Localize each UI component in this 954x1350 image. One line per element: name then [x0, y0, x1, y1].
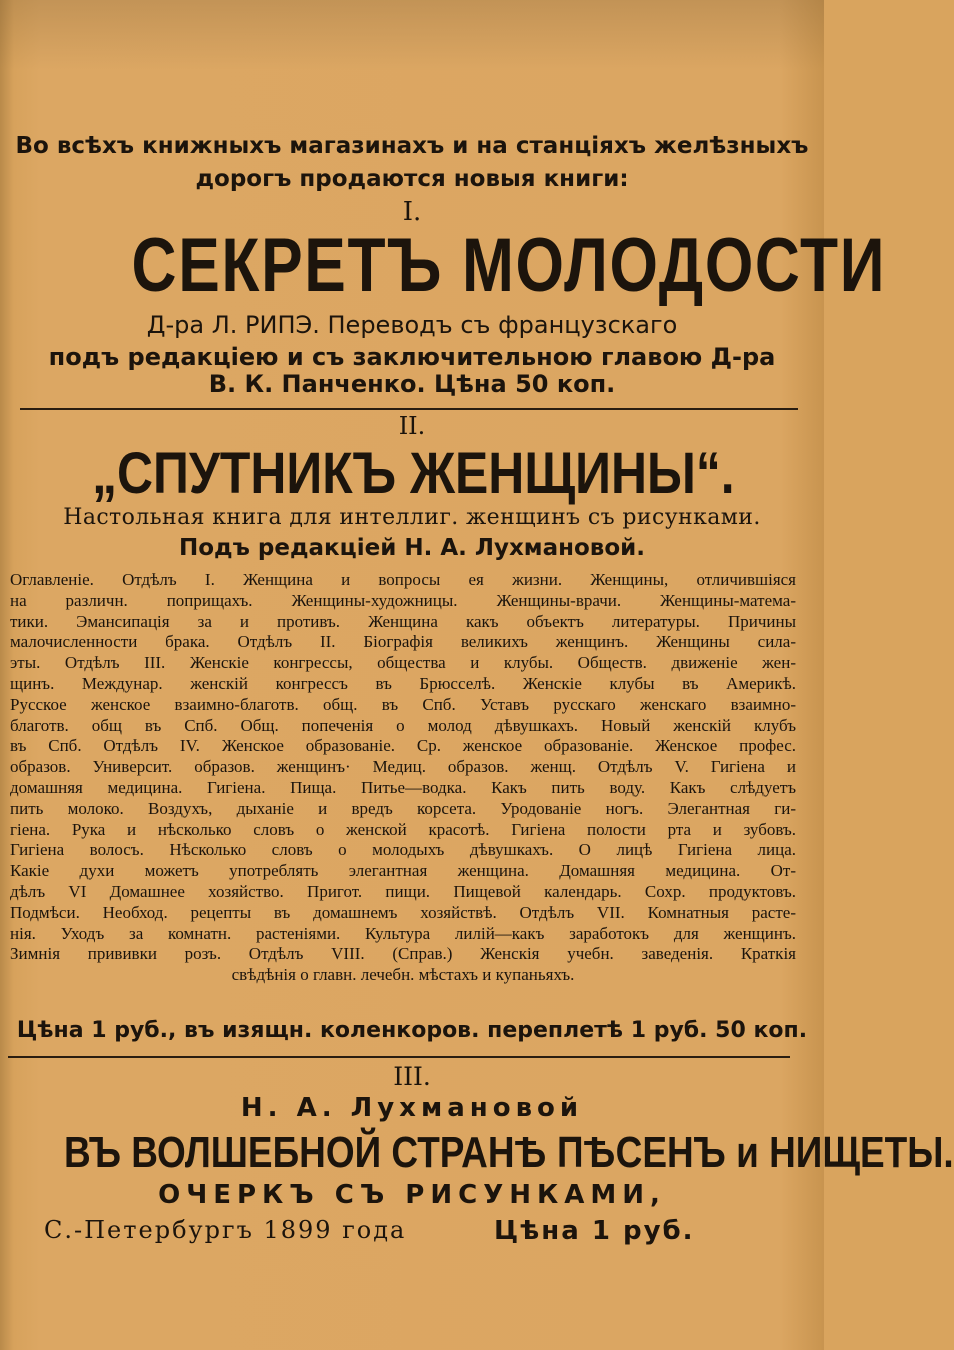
toc-line: дѣлъ VI Домашнее хозяйство. Пригот. пищи. Пищевой календарь. Сохр. продуктовъ.: [10, 881, 796, 901]
book3-price: Цѣна 1 руб.: [494, 1216, 695, 1246]
toc-line: благотв. общ въ Спб. Общ. попеченія о молод дѣвушкахъ. Новый женскій клубъ: [10, 715, 796, 735]
book2-price: Цѣна 1 руб., въ изящн. коленкоров. переплетѣ 1 руб. 50 коп.: [16, 1018, 808, 1043]
toc-line: пить молоко. Воздухъ, дыханіе и вредъ корсета. Уродованіе ногъ. Элегантная ги-: [10, 798, 796, 818]
toc-line: Гигіена волосъ. Нѣсколько словъ о молодыхъ дѣвушкахъ. О лицѣ Гигіена лица.: [10, 840, 796, 860]
toc-line: тики. Эмансипація за и противъ. Женщина какъ объектъ литературы. Причины: [10, 611, 796, 631]
toc-line: Какіе духи можетъ употреблять элегантная женщина. Домашняя медицина. От-: [10, 861, 796, 881]
book2-table-of-contents: [10, 570, 796, 986]
toc-line: Зимнія прививки розъ. Отдѣлъ VIII. (Справ.) Женскія учебн. заведенія. Краткія: [10, 944, 796, 964]
book3-title: ВЪ ВОЛШЕБНОЙ СТРАНѢ ПѢСЕНЪ и НИЩЕТЫ.: [64, 1128, 954, 1177]
toc-line: эты. Отдѣлъ III. Женскіе конгрессы, общества и клубы. Обществ. движеніе жен-: [10, 653, 796, 673]
book3-numeral: III.: [393, 1062, 431, 1091]
book3-imprint: С.-Петербургъ 1899 года: [44, 1216, 407, 1244]
toc-line: щинъ. Междунар. женскій конгрессъ въ Брюсселѣ. Женскіе клубы въ Америкѣ.: [10, 673, 796, 693]
toc-line: домашняя медицина. Гигіена. Пища. Питье—водка. Какъ пить воду. Какъ слѣдуетъ: [10, 777, 796, 797]
toc-line: малочисленности брака. Отдѣлъ II. Біографія великихъ женщинъ. Женщины сила-: [10, 632, 796, 652]
toc-line: нія. Уходъ за комнатн. растеніями. Культура лилій—какъ заработокъ для женщинъ.: [10, 923, 796, 943]
book1-numeral: I.: [402, 197, 422, 227]
book2-title: „СПУТНИКЪ ЖЕНЩИНЫ“.: [92, 441, 735, 506]
toc-line: Оглавленіе. Отдѣлъ I. Женщина и вопросы ея жизни. Женщины, отличившіяся: [10, 570, 796, 589]
book3-subtitle: ОЧЕРКЪ СЪ РИСУНКАМИ,: [158, 1180, 666, 1210]
divider-2: [8, 1056, 790, 1058]
toc-line: образов. Университ. образов. женщинъ· Медиц. образов. женщ. Отдѣлъ V. Гигіена и: [10, 757, 796, 777]
book1-edition-line: подъ редакціею и съ заключительною главою Д-ра: [48, 343, 776, 371]
header-line-1: Во всѣхъ книжныхъ магазинахъ и на станціяхъ желѣзныхъ: [15, 133, 809, 159]
header-line-2: дорогъ продаются новыя книги:: [195, 166, 629, 192]
toc-line: въ Спб. Отдѣлъ IV. Женское образованіе. Ср. женское образованіе. Женское профес.: [10, 736, 796, 756]
book2-numeral: II.: [398, 412, 426, 440]
toc-line: на различн. поприщахъ. Женщины-художницы. Женщины-врачи. Женщины-матема-: [10, 590, 796, 610]
toc-line: Подмѣси. Необход. рецепты въ домашнемъ хозяйствѣ. Отдѣлъ VII. Комнатныя расте-: [10, 902, 796, 922]
book2-editor: Подъ редакціей Н. А. Лухмановой.: [178, 535, 646, 561]
divider-1: [20, 408, 798, 410]
book3-author: Н. А. Лухмановой: [240, 1093, 584, 1123]
book1-author-line: Д-ра Л. РИПЭ. Переводъ съ французскаго: [146, 311, 678, 339]
toc-line-last: свѣдѣнія о главн. лечебн. мѣстахъ и купаньяхъ.: [231, 965, 575, 985]
toc-line: гіена. Рука и нѣсколько словъ о женской красотѣ. Гигіена полости рта и зубовъ.: [10, 819, 796, 839]
book1-title: СЕКРЕТЪ МОЛОДОСТИ: [131, 223, 887, 308]
book1-price-line: В. К. Панченко. Цѣна 50 коп.: [208, 370, 616, 398]
book2-subtitle: Настольная книга для интеллиг. женщинъ съ рисунками.: [63, 505, 761, 530]
toc-line: Русское женское взаимно-благотв. общ. въ Спб. Уставъ русскаго женскаго взаимно-: [10, 694, 796, 714]
